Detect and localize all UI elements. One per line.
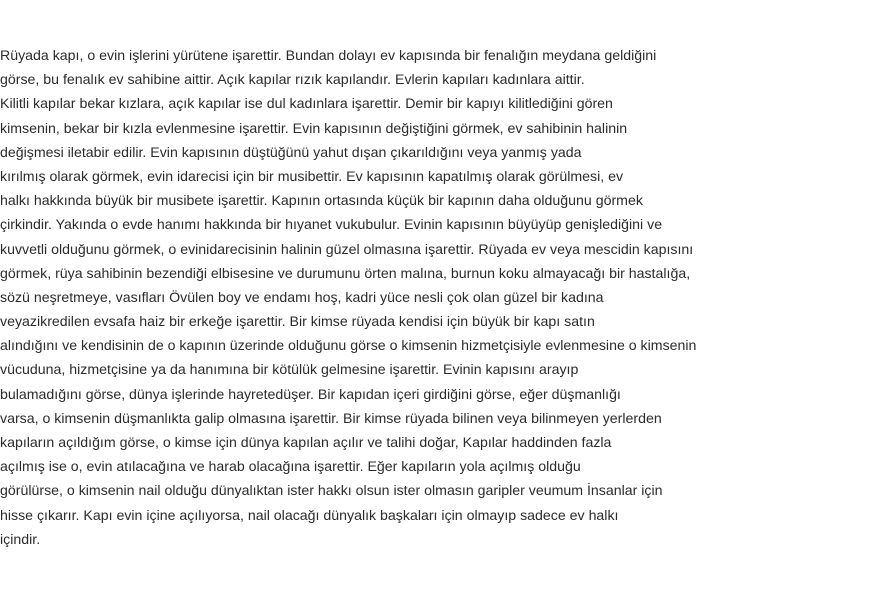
text-line: açılmış ise o, evin atılacağına ve harab olacağına işarettir. Eğer kapıların yola açılmış olduğu (0, 459, 581, 476)
text-line: Kilitli kapılar bekar kızlara, açık kapılar ise dul kadınlara işarettir. Demir bir kapıyı kilitlediğini gören (0, 96, 613, 113)
text-line: veyazikredilen evsafa haiz bir erkeğe işarettir. Bir kimse rüyada kendisi için büyük bir kapı satın (0, 314, 595, 331)
text-line: içindir. (0, 531, 41, 548)
text-line: kimsenin, bekar bir kızla evlenmesine işarettir. Evin kapısının değiştiğini görmek, ev sahibinin halinin (0, 120, 628, 137)
text-line: kapıların açıldığım görse, o kimse için dünya kapılan açılır ve talihi doğar, Kapılar haddinden fazla (0, 435, 612, 451)
text-line: varsa, o kimsenin düşmanlıkta galip olmasına işarettir. Bir kimse rüyada bilinen veya bilinmeyen yerlerden (0, 410, 662, 427)
text-line: bulamadığını görse, dünya işlerinde hayretedüşer. Bir kapıdan içeri girdiğini görse, eğer düşmanlığı (0, 386, 621, 403)
text-line: görse, bu fenalık ev sahibine aittir. Açık kapılar rızık kapılandır. Evlerin kapıları kadınlara aittir. (0, 72, 585, 89)
text-line: görmek, rüya sahibinin bezendiği elbisesine ve durumunu örten malına, burnun koku almayacağı bir hastalığa, (0, 265, 691, 282)
text-line: alındığını ve kendisinin de o kapının üzerinde olduğunu görse o kimsenin hizmetçisiyle evlenmesine o kimsenin (0, 338, 697, 355)
text-line: hisse çıkarır. Kapı evin içine açılıyorsa, nail olacağı dünyalık başkaları için olmayıp sadece ev halkı (0, 507, 619, 524)
text-line: halkı hakkında büyük bir musibete işarettir. Kapının ortasında küçük bir kapının daha olduğunu görmek (0, 193, 643, 210)
document-body (0, 44, 880, 552)
text-line: kırılmış olarak görmek, evin idarecisi için bir musibettir. Ev kapısının kapatılmış olarak görülmesi, ev (0, 168, 624, 185)
text-line: görülürse, o kimsenin nail olduğu dünyalıktan ister hakkı olsun ister olmasın garipler veumum İnsanlar için (0, 483, 663, 500)
text-line: vücuduna, hizmetçisine ya da hanımına bir kötülük gelmesine işarettir. Evinin kapısını arayıp (0, 362, 579, 379)
text-line: çirkindir. Yakında o evde hanımı hakkında bir hıyanet vukubulur. Evinin kapısının büyüyüp genişlediğini ve (0, 217, 663, 234)
text-line: sözü neşretmeye, vasıfları Övülen boy ve endamı hoş, kadri yüce nesli çok olan güzel bir kadına (0, 289, 604, 306)
text-line: Rüyada kapı, o evin işlerini yürütene işarettir. Bundan dolayı ev kapısında bir fenalığın meydana geldiğini (0, 48, 657, 64)
text-line: değişmesi iletabir edilir. Evin kapısının düştüğünü yahut dışan çıkarıldığını veya yanmış yada (0, 144, 582, 161)
text-line: kuvvetli olduğunu görmek, o evinidarecisinin halinin güzel olmasına işarettir. Rüyada ev veya mescidin kapısını (0, 241, 694, 258)
